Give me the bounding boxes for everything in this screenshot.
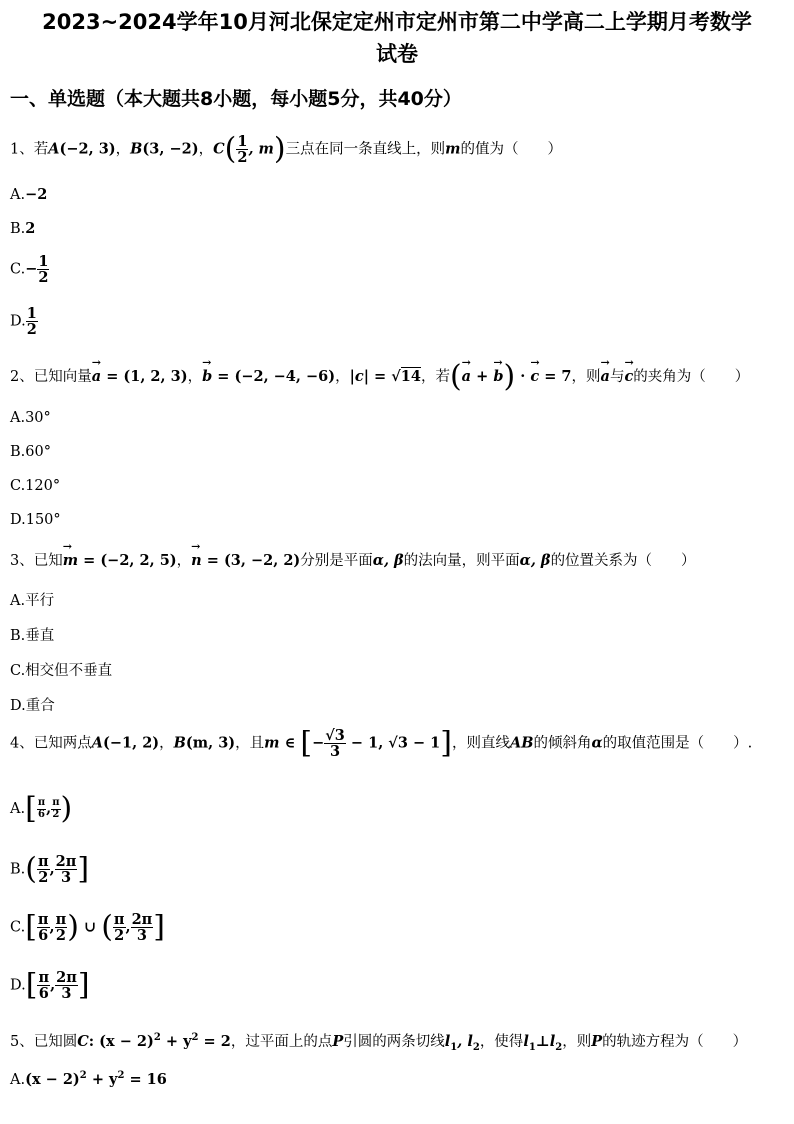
section-heading: 一、单选题（本大题共8小题，每小题5分，共40分） [10,88,462,110]
title-line-2: 试卷 [376,42,418,66]
q3-option-b[interactable]: B.垂直 [10,628,55,644]
q1-option-c[interactable]: C.− $\frac{1}{2}$ [10,253,49,287]
question-4-stem: 4、已知两点A(−1, 2)，B(m, 3)，且m ∈ [− $\frac{√3}{3}$ − 1, √3 − 1]，则直线AB的倾斜角α的取值范围是（ ）. [10,725,753,761]
q1-option-a[interactable]: A.−2 [10,186,48,203]
q1-option-d[interactable]: D. $\frac{1}{2}$ [10,305,37,339]
question-2-stem: 2、已知向量→ a = (1, 2, 3)，→ b = (−2, −4, −6)，|c| = √14，若(→ a + → b) · → c = 7，则→ a与→ c的夹角为（ ） [10,362,749,392]
q2-option-c[interactable]: C.120° [10,478,61,494]
q3-option-a[interactable]: A.平行 [10,593,55,609]
q4-option-a[interactable]: A.[ $\frac{\pi}{6}$ , $\frac{\pi}{2}$ ) [10,791,73,826]
question-5-stem: 5、已知圆C: $(x - 2)^2 + y^2 = 2$，过平面上的点P引圆的两条切线$l_1$, $l_2$，使得$l_1\perp l_2$，则P的轨迹方程为（ ） [10,1032,748,1053]
q3-option-d[interactable]: D.重合 [10,698,55,714]
q3-option-c[interactable]: C.相交但不垂直 [10,663,113,679]
q2-option-a[interactable]: A.30° [10,410,51,426]
q2-option-d[interactable]: D.150° [10,512,61,528]
q4-option-b[interactable]: B.( $\frac{\pi}{2}$ , $\frac{2\pi}{3}$ ] [10,851,90,887]
q4-option-d[interactable]: D.[ $\frac{\pi}{6}$ , $\frac{2\pi}{3}$ ] [10,967,90,1003]
q1-option-b[interactable]: B.2 [10,220,36,237]
q5-option-a[interactable]: $A.(x - 2)^2 + y^2 = 16$ [10,1070,167,1088]
q4-option-c[interactable]: C.[ $\frac{\pi}{6}$ , $\frac{\pi}{2}$ ) ∪ ( $\frac{\pi}{2}$ , $\frac{2\pi}{3}$ ] [10,909,166,945]
question-1-stem: 1、若A(−2, 3)，B(3, −2)，C( $\frac{1}{2}$ , m)三点在同一条直线上，则m的值为（ ） [10,131,562,167]
question-3-stem: 3、已知→ m = (−2, 2, 5)，→ n = (3, −2, 2)分别是平面α, β的法向量，则平面α, β的位置关系为（ ） [10,549,696,570]
title-line-1: 2023~2024学年10月河北保定定州市定州市第二中学高二上学期月考数学 [42,10,752,34]
q2-option-b[interactable]: B.60° [10,444,51,460]
